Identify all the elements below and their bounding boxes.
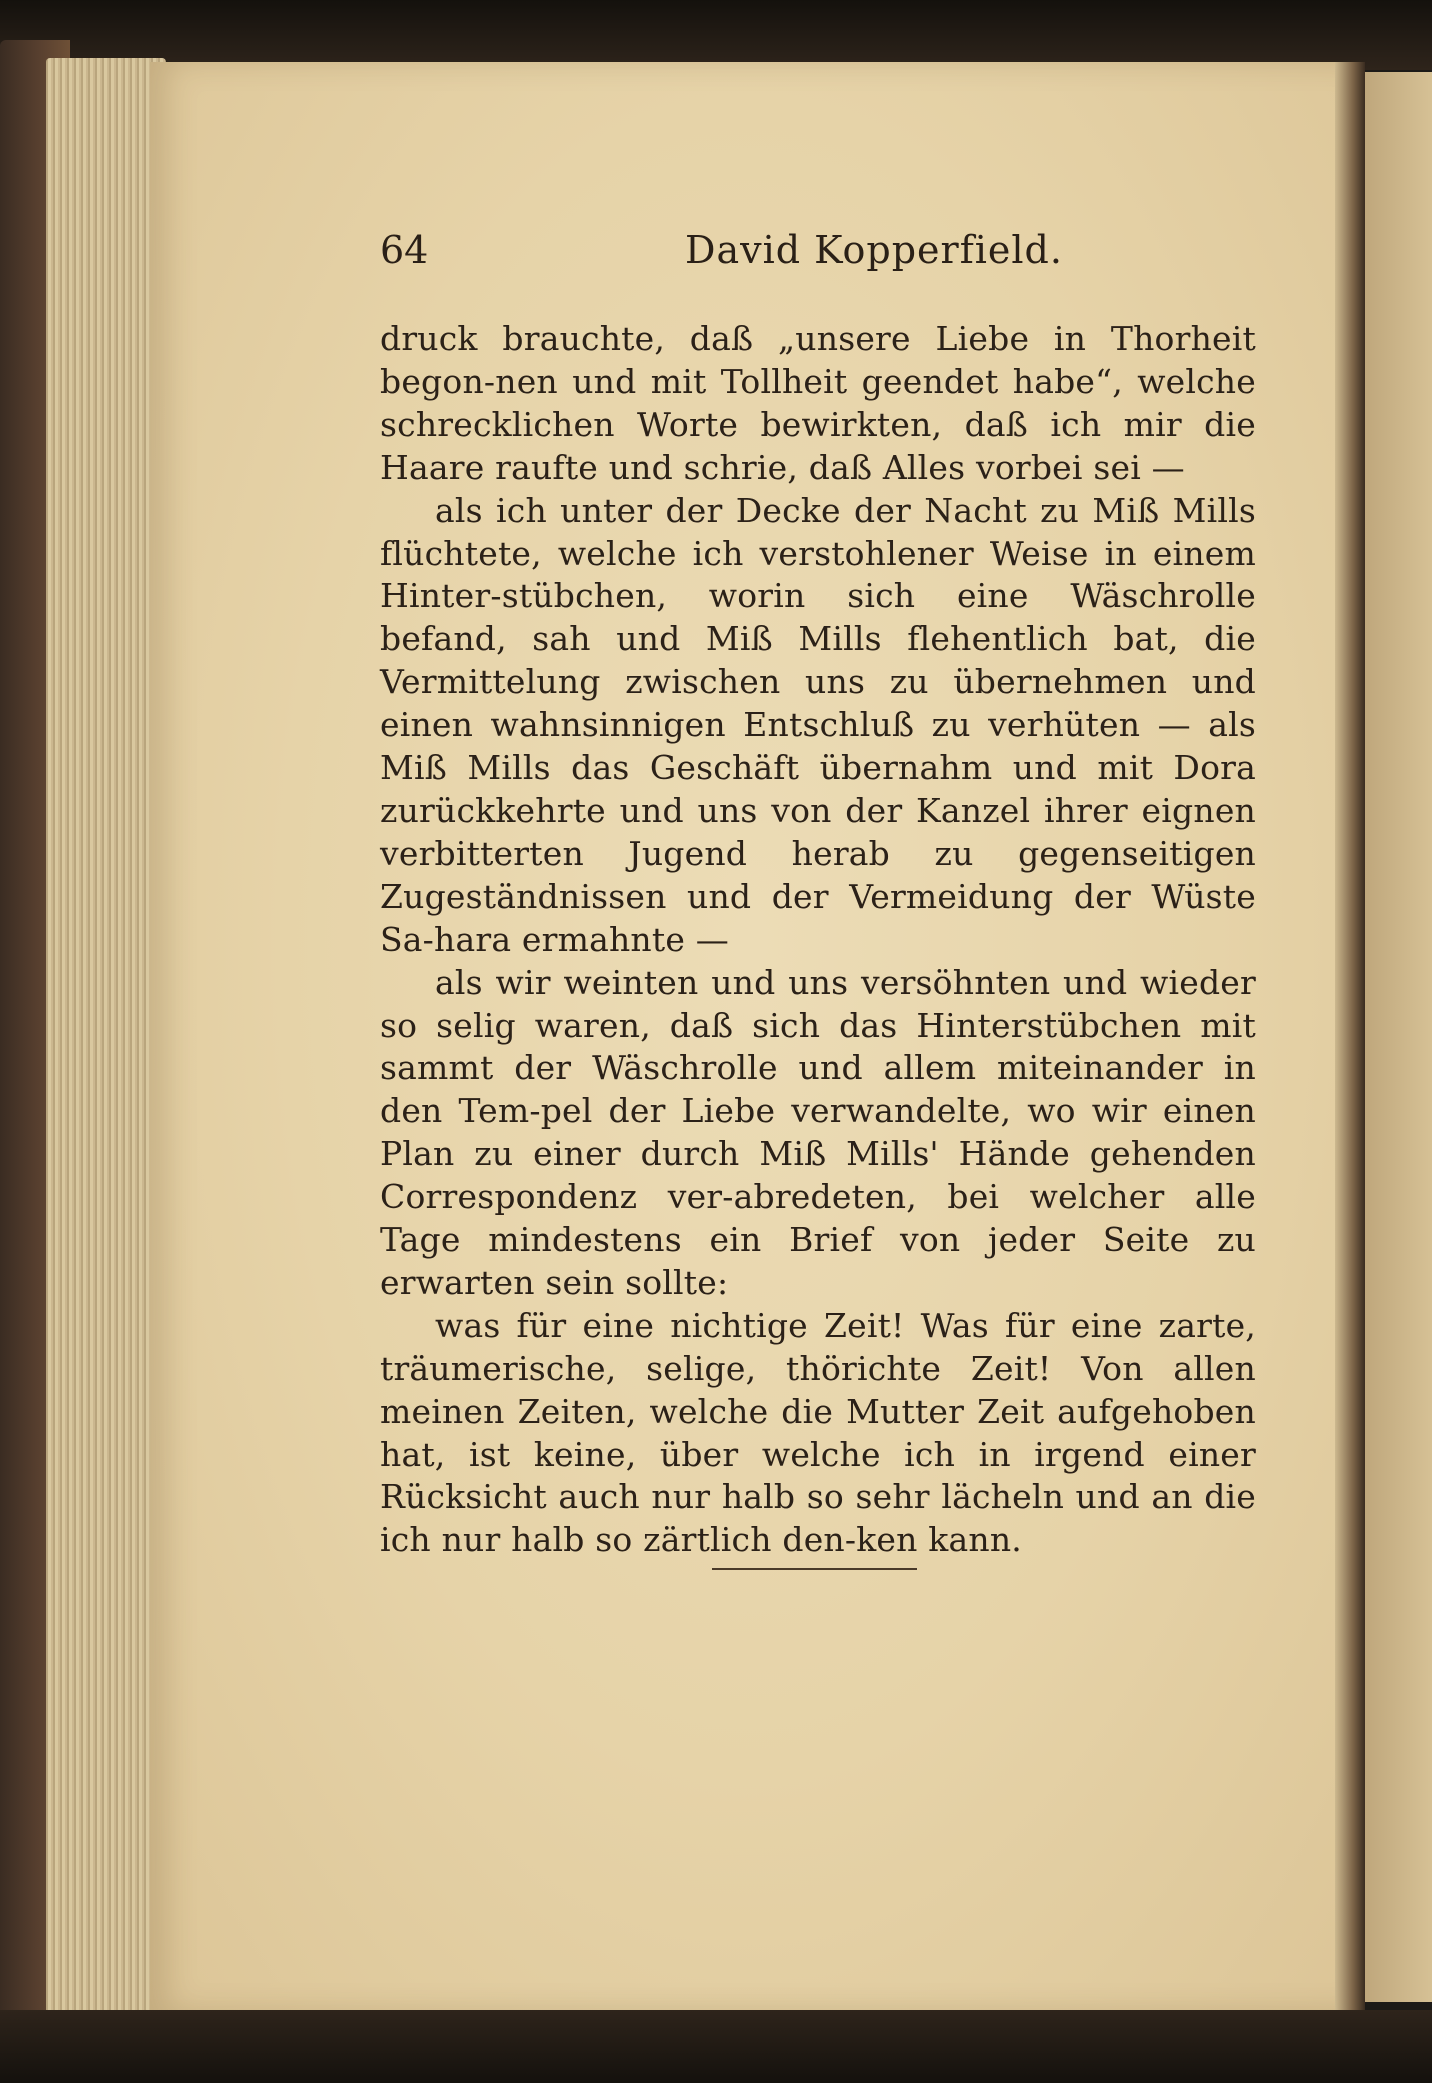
- stacked-page-edges: [46, 58, 166, 2018]
- running-title: David Kopperfield.: [685, 228, 1063, 272]
- book-cover-top: [0, 0, 1432, 70]
- paragraph: was für eine nichtige Zeit! Was für eine zarte, träumerische, selige, thörichte Zeit! Von allen meinen Zeiten, welche die Mutter Zeit aufgehoben hat, ist keine, über welche ich in irgend einer Rücksicht auch nur halb so sehr lächeln und an die ich nur halb so zärtlich den-ken kann.: [380, 1305, 1256, 1560]
- paragraph: als ich unter der Decke der Nacht zu Miß Mills flüchtete, welche ich verstohlener Weise in einem Hinter-stübchen, worin sich eine Wäschrolle befand, sah und Miß Mills flehentlich bat, die Vermittelung zwischen uns zu übernehmen und einen wahnsinnigen Entschluß zu verhüten — als Miß Mills das Geschäft übernahm und mit Dora zurückkehrte und uns von der Kanzel ihrer eignen verbitterten Jugend herab zu gegenseitigen Zugeständnissen und der Vermeidung der Wüste Sa-hara ermahnte —: [380, 490, 1256, 959]
- book-gutter: [1335, 62, 1365, 2012]
- body-text: [380, 318, 1256, 1562]
- page-header: [380, 228, 1260, 278]
- paragraph: als wir weinten und uns versöhnten und wieder so selig waren, daß sich das Hinterstübchen mit sammt der Wäschrolle und allem miteinander in den Tem-pel der Liebe verwandelte, wo wir einen Plan zu einer durch Miß Mills' Hände gehenden Correspondenz ver-abredeten, bei welcher alle Tage mindestens ein Brief von jeder Seite zu erwarten sein sollte:: [380, 962, 1256, 1302]
- book-cover-bottom: [0, 2010, 1432, 2083]
- paragraph: druck brauchte, daß „unsere Liebe in Thorheit begon-nen und mit Tollheit geendet habe“, welche schrecklichen Worte bewirkten, daß ich mir die Haare raufte und schrie, daß Alles vorbei sei —: [380, 319, 1256, 487]
- page-number: 64: [380, 228, 429, 272]
- facing-page-edge: [1365, 72, 1432, 2002]
- chapter-end-rule: [712, 1568, 917, 1570]
